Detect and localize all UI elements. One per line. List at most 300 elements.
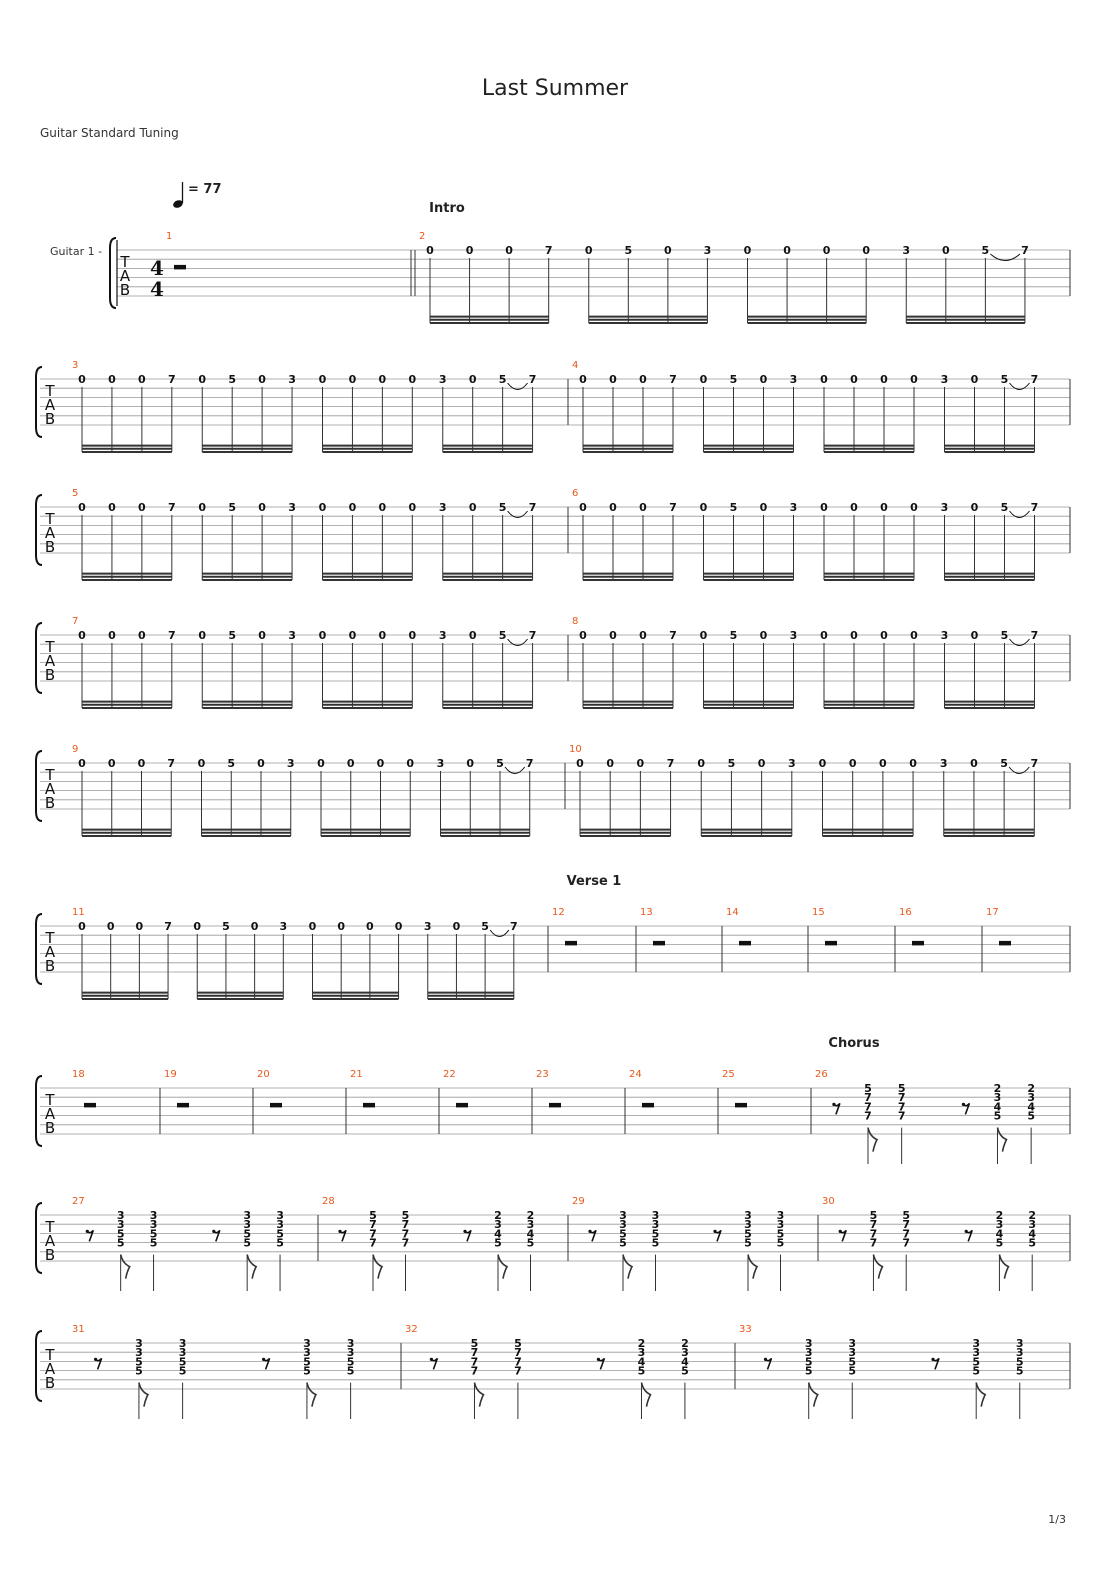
measure-number: 17 <box>986 907 999 918</box>
tempo-value: = 77 <box>188 182 222 197</box>
measure-32-chord-fret: 7 <box>470 1364 479 1378</box>
measure-12-whole-rest <box>565 941 577 946</box>
measure-29-chord-fret: 3 <box>619 1209 627 1222</box>
measure-5-note: 0 <box>318 501 327 514</box>
measure-number: 11 <box>72 907 85 918</box>
measure-1-whole-rest <box>174 265 186 270</box>
measure-10-note: 0 <box>970 757 978 770</box>
measure-6-note: 0 <box>970 501 979 514</box>
system-brace <box>36 367 42 437</box>
measure-11-note: 3 <box>423 920 432 933</box>
song-title: Last Summer <box>481 76 629 101</box>
measure-5-note: 0 <box>378 501 387 514</box>
system-brace <box>36 751 42 821</box>
tab-clef-letter: B <box>44 794 56 812</box>
measure-30-chord-fret: 2 <box>1028 1209 1037 1222</box>
section-label: Intro <box>429 201 465 216</box>
measure-number: 19 <box>164 1069 177 1080</box>
measure-2-note: 0 <box>426 244 434 257</box>
measure-10-note: 3 <box>787 757 796 770</box>
measure-7-note: 3 <box>288 629 296 642</box>
tab-clef-letter: A <box>44 652 56 670</box>
measure-4-note: 0 <box>639 373 647 386</box>
measure-28-chord-flag <box>498 1255 507 1279</box>
measure-28-chord-fret: 3 <box>526 1218 535 1232</box>
measure-7-note: 0 <box>408 629 417 642</box>
measure-16-whole-rest <box>912 941 924 946</box>
measure-28-chord-fret: 7 <box>401 1218 410 1232</box>
measure-7-note: 0 <box>258 629 266 642</box>
measure-33-eighth-rest-dot <box>764 1358 767 1361</box>
measure-26-chord-fret: 4 <box>993 1100 1002 1114</box>
measure-number: 14 <box>726 907 739 918</box>
measure-28-eighth-rest-dot <box>463 1230 466 1233</box>
measure-26-chord-fret: 7 <box>897 1100 906 1114</box>
measure-33-chord-fret: 3 <box>804 1337 813 1350</box>
measure-4-note: 0 <box>820 373 828 386</box>
measure-21-whole-rest <box>363 1103 375 1108</box>
measure-28-chord-flag <box>373 1255 382 1279</box>
measure-33-chord-fret: 3 <box>848 1346 857 1360</box>
tab-clef-letter: A <box>44 1360 56 1378</box>
measure-10-note: 0 <box>818 757 827 770</box>
measure-6-note: 3 <box>789 501 798 514</box>
measure-4-note: 0 <box>850 373 858 386</box>
measure-4-note: 5 <box>729 373 738 386</box>
measure-6-note: 5 <box>729 501 738 514</box>
measure-31-chord-fret: 5 <box>346 1364 355 1378</box>
measure-31-chord-fret: 3 <box>303 1337 311 1350</box>
measure-23-whole-rest <box>549 1103 561 1108</box>
measure-5-note: 0 <box>468 501 477 514</box>
measure-3-note: 3 <box>438 373 447 386</box>
measure-33-chord-fret: 5 <box>848 1355 857 1369</box>
measure-number: 6 <box>572 488 579 499</box>
measure-28-chord-fret: 7 <box>401 1227 410 1241</box>
measure-5-note: 0 <box>348 501 357 514</box>
measure-3-note: 0 <box>378 373 387 386</box>
measure-4-note: 5 <box>1000 373 1009 386</box>
measure-27-chord-fret: 5 <box>276 1236 284 1250</box>
measure-31-chord-fret: 5 <box>135 1364 143 1378</box>
measure-6-note: 0 <box>850 501 858 514</box>
measure-9-note: 0 <box>376 757 385 770</box>
measure-8-note: 3 <box>940 629 949 642</box>
tab-clef-letter: T <box>120 253 130 271</box>
system-brace <box>36 1076 42 1146</box>
tab-clef-letter: B <box>44 1119 56 1137</box>
tab-clef-letter: B <box>44 538 56 556</box>
measure-33-chord-fret: 5 <box>1015 1355 1024 1369</box>
measure-11-note: 0 <box>366 920 374 933</box>
measure-7-note: 0 <box>108 629 116 642</box>
measure-31-chord-fret: 3 <box>346 1337 355 1350</box>
measure-8-note: 3 <box>789 629 798 642</box>
measure-4-note: 0 <box>880 373 888 386</box>
measure-10-note: 7 <box>666 757 675 770</box>
measure-32-chord-fret: 3 <box>681 1346 689 1360</box>
measure-26-chord-fret: 7 <box>864 1100 872 1114</box>
tab-clef-letter: A <box>44 1105 56 1123</box>
measure-2-note: 0 <box>822 244 831 257</box>
measure-7-note: 7 <box>528 629 537 642</box>
measure-10-note: 0 <box>879 757 887 770</box>
measure-28-eighth-rest-dot <box>338 1230 341 1233</box>
tab-system <box>36 360 1070 437</box>
measure-8-note: 7 <box>669 629 677 642</box>
measure-number: 4 <box>572 360 579 371</box>
measure-32-chord-fret: 5 <box>637 1364 646 1378</box>
measure-26-chord-fret: 5 <box>993 1109 1002 1123</box>
tab-clef-letter: A <box>44 780 56 798</box>
measure-33-chord-fret: 3 <box>972 1346 981 1360</box>
measure-30-chord-flag <box>873 1255 882 1279</box>
measure-30-chord-fret: 4 <box>995 1227 1004 1241</box>
measure-33-chord-fret: 3 <box>1015 1337 1024 1350</box>
measure-2-note: 5 <box>624 244 633 257</box>
measure-33-chord-fret: 3 <box>848 1337 857 1350</box>
section-label: Chorus <box>828 1036 880 1051</box>
measure-2-note: 3 <box>703 244 712 257</box>
measure-27-chord-fret: 5 <box>243 1227 251 1241</box>
measure-11-note: 3 <box>279 920 288 933</box>
measure-30-eighth-rest-dot <box>839 1230 842 1233</box>
measure-2-note: 7 <box>1021 244 1029 257</box>
measure-8-note: 7 <box>1030 629 1039 642</box>
measure-6-note: 0 <box>639 501 647 514</box>
measure-27-chord-fret: 5 <box>276 1227 284 1241</box>
measure-26-chord-fret: 7 <box>897 1109 906 1123</box>
measure-8-note: 0 <box>880 629 888 642</box>
measure-7-note: 0 <box>348 629 357 642</box>
measure-28-chord-fret: 2 <box>494 1209 502 1222</box>
tab-clef-letter: T <box>45 1218 55 1236</box>
measure-9-note: 3 <box>436 757 445 770</box>
measure-2-note: 0 <box>664 244 672 257</box>
measure-32-chord-fret: 7 <box>514 1355 522 1369</box>
measure-29-chord-flag <box>748 1255 757 1279</box>
measure-32-chord-fret: 5 <box>681 1364 689 1378</box>
measure-11-note: 7 <box>509 920 518 933</box>
measure-26-chord-flag <box>868 1128 877 1152</box>
measure-31-chord-fret: 5 <box>178 1364 187 1378</box>
measure-5-note: 0 <box>408 501 417 514</box>
measure-32-chord-fret: 5 <box>470 1337 479 1350</box>
measure-10-note: 0 <box>757 757 766 770</box>
measure-4-note: 7 <box>669 373 677 386</box>
measure-10-note: 0 <box>697 757 706 770</box>
measure-8-note: 0 <box>970 629 979 642</box>
measure-5-note: 0 <box>108 501 116 514</box>
tab-clef-letter: A <box>44 524 56 542</box>
measure-7-note: 0 <box>138 629 146 642</box>
section-label: Verse 1 <box>566 874 622 889</box>
measure-8-note: 0 <box>820 629 828 642</box>
measure-27-chord-fret: 5 <box>149 1227 158 1241</box>
tab-system <box>36 616 1070 693</box>
measure-26-chord-fret: 3 <box>1027 1091 1035 1105</box>
tab-clef-letter: T <box>45 766 55 784</box>
measure-26-chord-fret: 2 <box>993 1082 1002 1095</box>
measure-8-note: 5 <box>729 629 738 642</box>
measure-8-note: 5 <box>1000 629 1009 642</box>
measure-26-chord-fret: 7 <box>864 1109 872 1123</box>
measure-3-note: 0 <box>468 373 477 386</box>
measure-13-whole-rest <box>653 941 665 946</box>
measure-number: 33 <box>739 1324 752 1335</box>
measure-number: 8 <box>572 616 579 627</box>
measure-7-note: 3 <box>438 629 447 642</box>
tab-systems <box>36 201 1070 1419</box>
measure-15-whole-rest <box>825 941 837 946</box>
measure-32-chord-fret: 7 <box>514 1346 522 1360</box>
measure-29-chord-fret: 5 <box>651 1236 660 1250</box>
measure-number: 27 <box>72 1196 85 1207</box>
measure-9-note: 0 <box>197 757 206 770</box>
tab-system <box>36 1069 1070 1146</box>
measure-28-chord-fret: 4 <box>526 1227 535 1241</box>
measure-30-chord-fret: 2 <box>995 1209 1004 1222</box>
measure-32-eighth-rest-dot <box>597 1358 600 1361</box>
measure-31-chord-fret: 3 <box>303 1346 311 1360</box>
measure-11-note: 0 <box>250 920 259 933</box>
measure-30-chord-fret: 7 <box>902 1227 911 1241</box>
measure-3-note: 7 <box>528 373 537 386</box>
measure-10-note: 3 <box>939 757 948 770</box>
measure-30-eighth-rest-dot <box>965 1230 968 1233</box>
measure-3-note: 0 <box>108 373 116 386</box>
system-brace <box>36 623 42 693</box>
measure-number: 3 <box>72 360 79 371</box>
measure-10-note: 7 <box>1030 757 1039 770</box>
measure-24-whole-rest <box>642 1103 654 1108</box>
measure-33-chord-fret: 3 <box>1015 1346 1024 1360</box>
measure-26-chord-fret: 3 <box>993 1091 1002 1105</box>
measure-22-whole-rest <box>456 1103 468 1108</box>
measure-number: 15 <box>812 907 825 918</box>
measure-33-chord-fret: 5 <box>804 1355 813 1369</box>
measure-9-note: 7 <box>167 757 176 770</box>
measure-29-chord-fret: 5 <box>619 1236 627 1250</box>
measure-number: 7 <box>72 616 79 627</box>
measure-29-chord-fret: 3 <box>619 1218 627 1232</box>
measure-31-chord-fret: 3 <box>178 1346 187 1360</box>
measure-3-note: 7 <box>167 373 176 386</box>
measure-7-note: 7 <box>167 629 176 642</box>
measure-7-note: 0 <box>378 629 387 642</box>
measure-27-chord-flag <box>247 1255 256 1279</box>
measure-28-chord-fret: 5 <box>494 1236 502 1250</box>
measure-33-chord-fret: 3 <box>804 1346 813 1360</box>
measure-11-note: 0 <box>135 920 144 933</box>
measure-2-note: 0 <box>783 244 791 257</box>
measure-32-chord-fret: 2 <box>637 1337 646 1350</box>
measure-27-chord-fret: 3 <box>243 1218 251 1232</box>
measure-30-chord-fret: 7 <box>869 1218 878 1232</box>
measure-4-note: 0 <box>970 373 979 386</box>
measure-9-note: 3 <box>286 757 295 770</box>
measure-8-note: 0 <box>579 629 587 642</box>
measure-number: 29 <box>572 1196 585 1207</box>
measure-8-note: 0 <box>609 629 617 642</box>
measure-5-note: 7 <box>528 501 537 514</box>
measure-14-whole-rest <box>739 941 751 946</box>
measure-33-chord-fret: 5 <box>848 1364 857 1378</box>
tab-clef-letter: A <box>44 396 56 414</box>
tab-system <box>36 744 1070 821</box>
measure-32-chord-flag <box>474 1383 483 1407</box>
measure-31-chord-fret: 3 <box>135 1346 143 1360</box>
measure-5-note: 0 <box>258 501 266 514</box>
measure-number: 20 <box>257 1069 270 1080</box>
measure-29-chord-fret: 3 <box>776 1218 785 1232</box>
measure-26-chord-fret: 7 <box>864 1091 872 1105</box>
measure-31-chord-flag <box>307 1383 316 1407</box>
measure-number: 32 <box>405 1324 418 1335</box>
measure-29-chord-fret: 5 <box>619 1227 627 1241</box>
measure-7-note: 0 <box>468 629 477 642</box>
measure-29-eighth-rest-dot <box>713 1230 716 1233</box>
measure-3-note: 0 <box>198 373 207 386</box>
tuning-label: Guitar Standard Tuning <box>40 126 179 140</box>
measure-33-chord-fret: 5 <box>1015 1364 1024 1378</box>
measure-11-note: 0 <box>193 920 202 933</box>
measure-11-note: 0 <box>78 920 86 933</box>
measure-32-chord-fret: 4 <box>637 1355 646 1369</box>
measure-29-chord-fret: 3 <box>776 1209 785 1222</box>
measure-31-eighth-rest-dot <box>262 1358 265 1361</box>
measure-3-note: 5 <box>228 373 237 386</box>
measure-29-chord-flag <box>623 1255 632 1279</box>
measure-30-chord-fret: 5 <box>995 1236 1004 1250</box>
page-number: 1/3 <box>1048 1513 1066 1526</box>
measure-28-chord-fret: 5 <box>369 1209 377 1222</box>
tab-system <box>36 488 1070 565</box>
measure-number: 31 <box>72 1324 85 1335</box>
measure-3-note: 0 <box>138 373 146 386</box>
tab-clef-letter: B <box>44 410 56 428</box>
measure-9-note: 5 <box>496 757 504 770</box>
measure-number: 12 <box>552 907 565 918</box>
measure-5-note: 0 <box>78 501 86 514</box>
measure-5-note: 5 <box>498 501 507 514</box>
measure-11-note: 0 <box>394 920 403 933</box>
measure-4-note: 0 <box>609 373 617 386</box>
measure-29-chord-fret: 3 <box>744 1209 752 1222</box>
measure-9-note: 0 <box>346 757 355 770</box>
measure-26-chord-fret: 5 <box>897 1082 906 1095</box>
measure-number: 18 <box>72 1069 85 1080</box>
measure-28-chord-fret: 2 <box>526 1209 535 1222</box>
measure-27-chord-fret: 5 <box>116 1236 125 1250</box>
measure-33-chord-fret: 5 <box>804 1364 813 1378</box>
measure-31-chord-fret: 3 <box>135 1337 143 1350</box>
measure-30-chord-fret: 7 <box>869 1236 878 1250</box>
measure-31-chord-fret: 3 <box>346 1346 355 1360</box>
measure-17-whole-rest <box>999 941 1011 946</box>
measure-6-note: 0 <box>759 501 768 514</box>
measure-30-chord-fret: 4 <box>1028 1227 1037 1241</box>
measure-6-note: 5 <box>1000 501 1009 514</box>
measure-10-note: 0 <box>848 757 857 770</box>
measure-6-note: 7 <box>1030 501 1039 514</box>
measure-8-note: 0 <box>759 629 768 642</box>
measure-number: 24 <box>629 1069 642 1080</box>
measure-32-chord-fret: 3 <box>637 1346 646 1360</box>
measure-2-note: 5 <box>981 244 990 257</box>
measure-9-note: 0 <box>78 757 86 770</box>
measure-number: 10 <box>569 744 582 755</box>
measure-2-note: 0 <box>743 244 752 257</box>
measure-10-note: 5 <box>727 757 736 770</box>
system-brace <box>36 914 42 984</box>
measure-6-note: 0 <box>910 501 918 514</box>
measure-2-note: 0 <box>505 244 513 257</box>
tab-clef-letter: T <box>45 638 55 656</box>
measure-29-chord-fret: 5 <box>776 1227 785 1241</box>
measure-29-chord-fret: 3 <box>744 1218 752 1232</box>
measure-30-chord-fret: 3 <box>1028 1218 1037 1232</box>
measure-31-chord-fret: 5 <box>303 1364 311 1378</box>
measure-31-eighth-rest-dot <box>94 1358 97 1361</box>
tempo-marking <box>172 182 221 209</box>
measure-33-eighth-rest-dot <box>931 1358 934 1361</box>
measure-27-chord-fret: 3 <box>116 1209 125 1222</box>
measure-31-chord-flag <box>139 1383 148 1407</box>
measure-27-chord-fret: 3 <box>276 1218 284 1232</box>
measure-28-chord-fret: 4 <box>494 1227 502 1241</box>
measure-3-note: 0 <box>408 373 417 386</box>
measure-31-chord-fret: 5 <box>346 1355 355 1369</box>
system-brace <box>36 1331 42 1401</box>
measure-26-eighth-rest-dot <box>962 1103 965 1106</box>
measure-10-note: 0 <box>636 757 645 770</box>
measure-7-note: 0 <box>198 629 207 642</box>
measure-3-note: 0 <box>78 373 86 386</box>
tab-clef-letter: T <box>45 929 55 947</box>
measure-10-note: 5 <box>1000 757 1008 770</box>
measure-29-chord-fret: 5 <box>744 1227 752 1241</box>
measure-32-eighth-rest-dot <box>430 1358 433 1361</box>
measure-4-note: 3 <box>940 373 949 386</box>
measure-9-note: 7 <box>525 757 534 770</box>
tab-system <box>36 907 1070 984</box>
measure-5-note: 7 <box>167 501 176 514</box>
measure-32-chord-fret: 7 <box>470 1355 479 1369</box>
measure-31-chord-fret: 5 <box>135 1355 143 1369</box>
measure-9-note: 0 <box>406 757 415 770</box>
tab-clef-letter: T <box>45 382 55 400</box>
measure-19-whole-rest <box>177 1103 189 1108</box>
measure-30-chord-flag <box>999 1255 1008 1279</box>
measure-28-chord-fret: 7 <box>369 1227 377 1241</box>
measure-4-note: 7 <box>1030 373 1039 386</box>
measure-28-chord-fret: 7 <box>369 1218 377 1232</box>
measure-10-note: 0 <box>606 757 615 770</box>
measure-number: 26 <box>815 1069 828 1080</box>
tab-system <box>36 1196 1070 1273</box>
measure-10-note: 0 <box>576 757 584 770</box>
measure-29-eighth-rest-dot <box>588 1230 591 1233</box>
measure-25-whole-rest <box>735 1103 747 1108</box>
measure-3-note: 3 <box>288 373 296 386</box>
measure-7-note: 5 <box>228 629 237 642</box>
measure-number: 9 <box>72 744 79 755</box>
measure-30-chord-fret: 7 <box>902 1236 911 1250</box>
measure-28-chord-fret: 5 <box>401 1209 410 1222</box>
time-signature-bottom: 4 <box>150 277 164 301</box>
measure-3-note: 0 <box>258 373 266 386</box>
